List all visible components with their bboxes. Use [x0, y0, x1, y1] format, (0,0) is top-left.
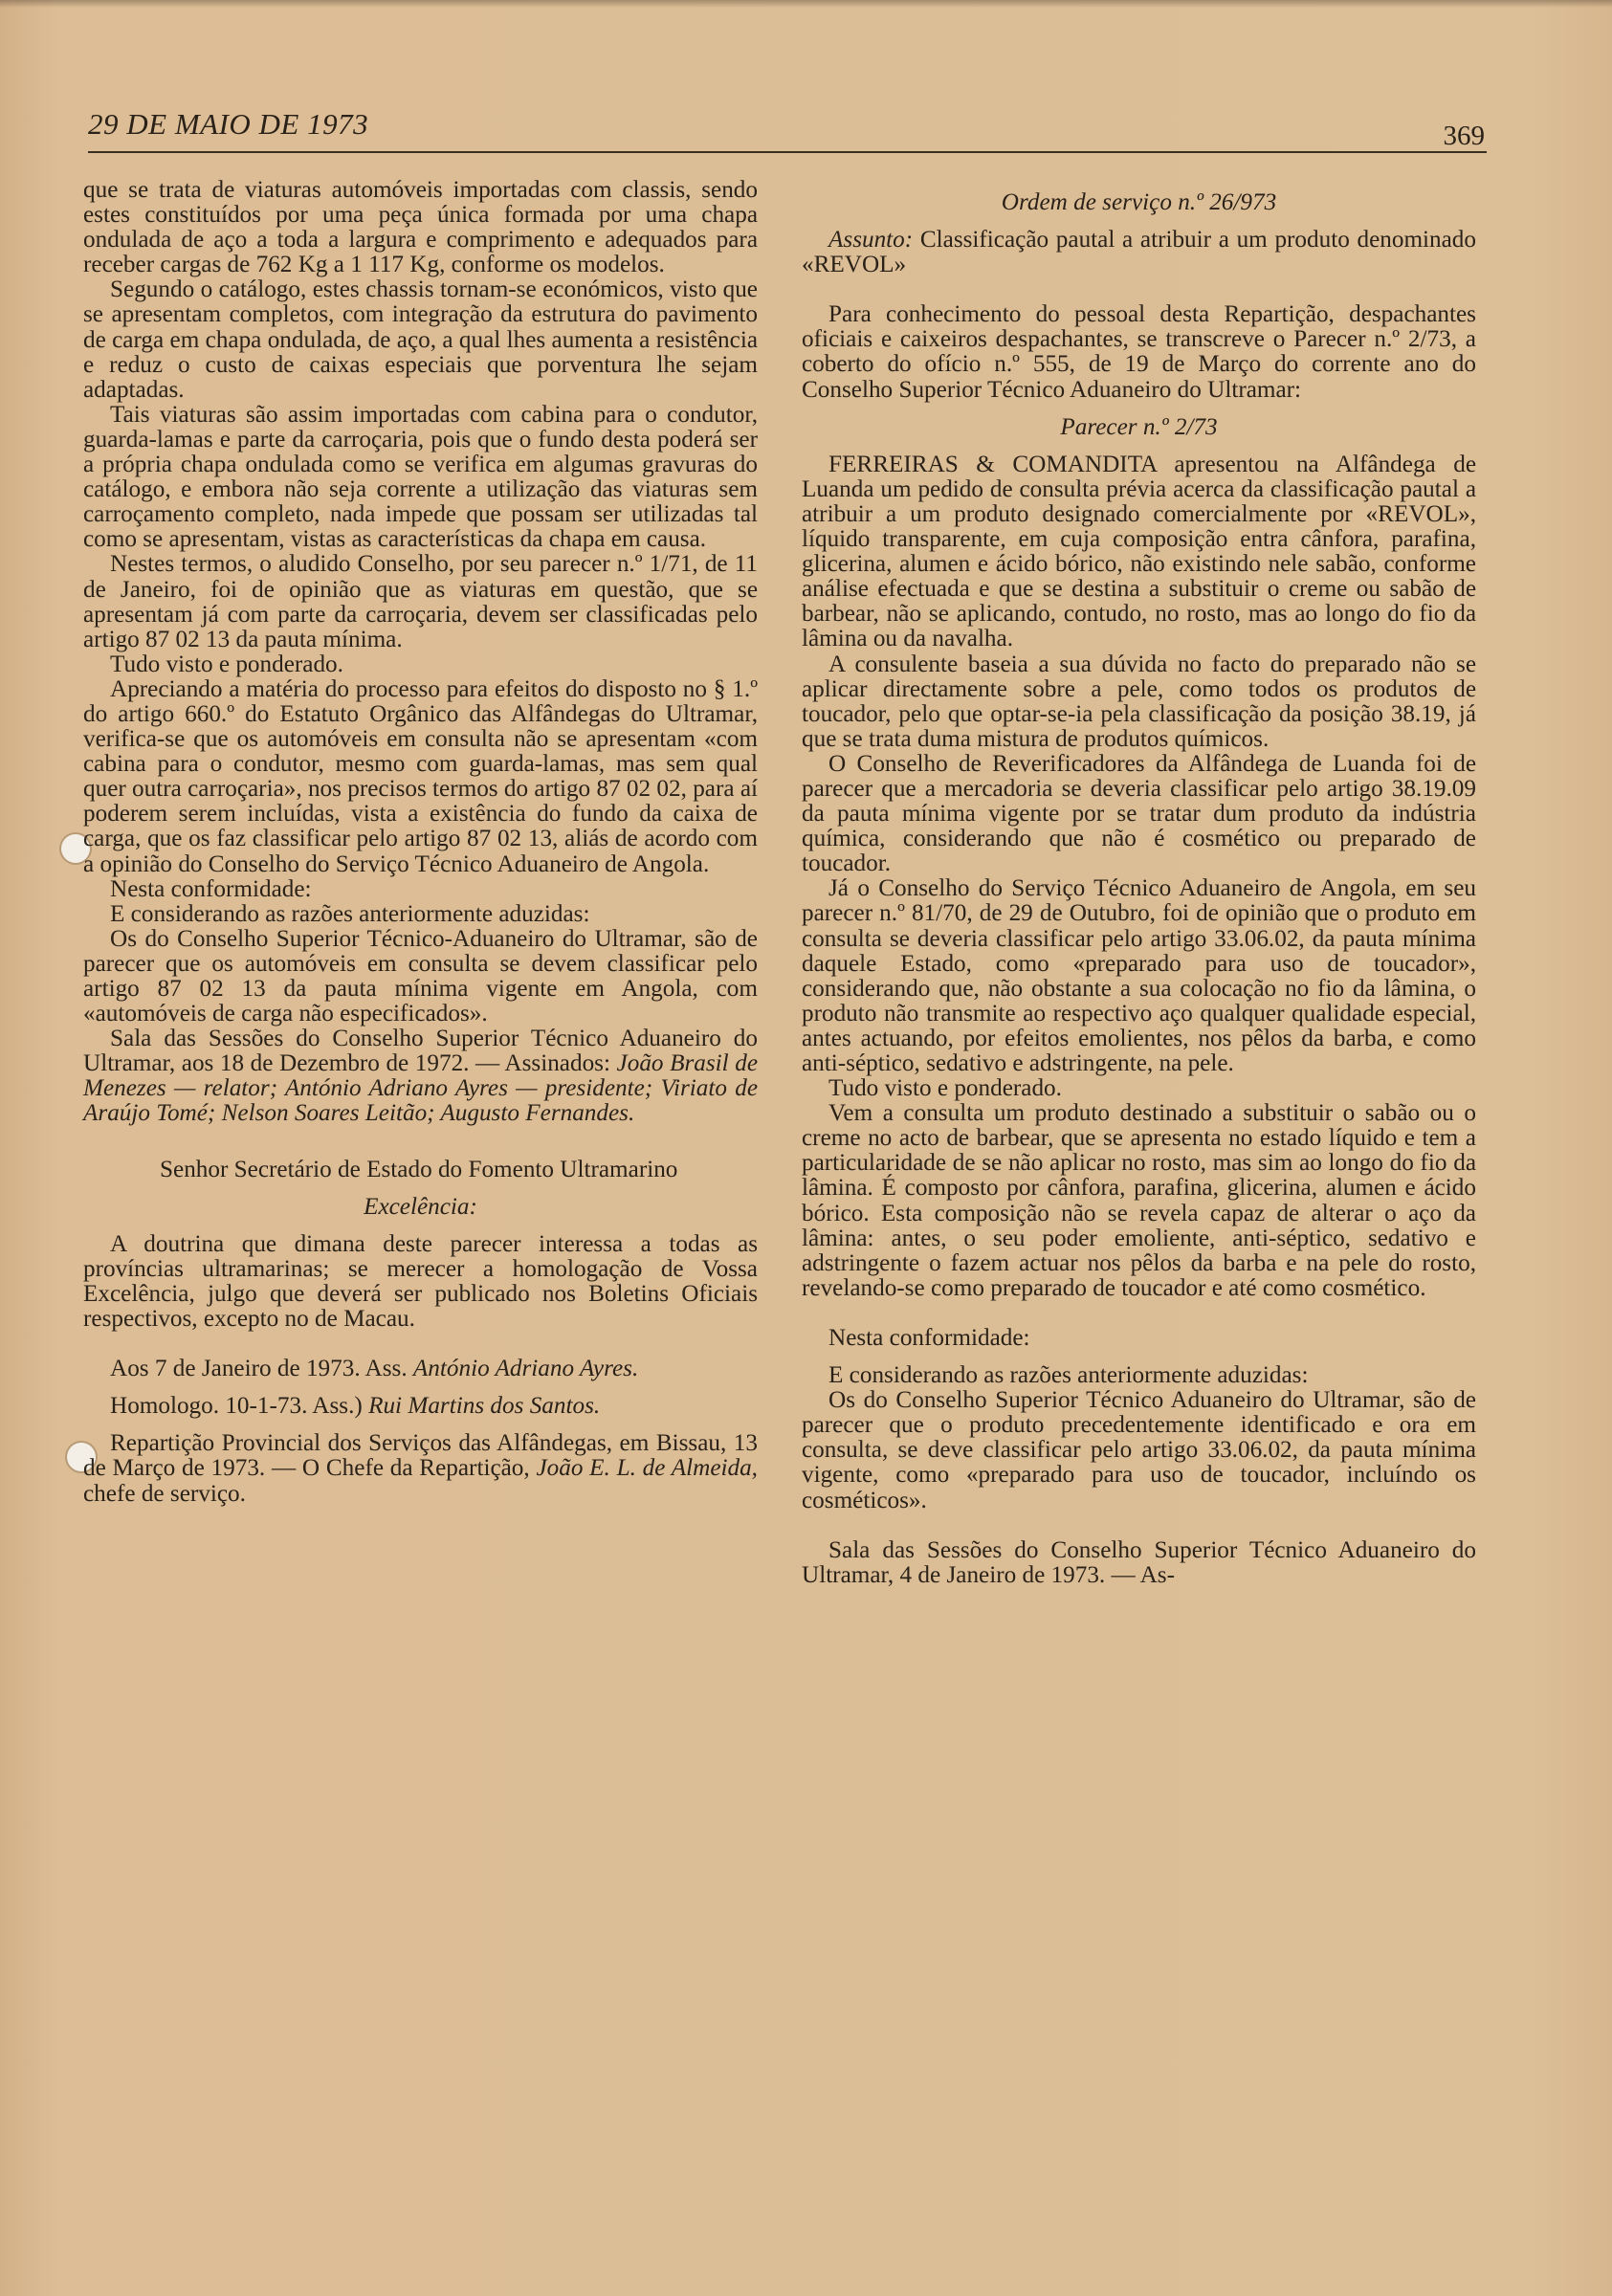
header-date: 29 DE MAIO DE 1973 — [88, 107, 369, 141]
text: Aos 7 de Janeiro de 1973. Ass. — [110, 1356, 408, 1382]
paragraph: que se trata de viaturas automóveis importadas com classis, sendo estes constituídos por uma peça única formada por uma chapa ondulada de aço a toda a largura e comprimento e adequados para receber cargas de 762 Kg a 1 117 Kg, conforme os modelos. — [83, 177, 758, 278]
text: Homologo. 10-1-73. Ass.) — [110, 1393, 363, 1420]
paragraph: Os do Conselho Superior Técnico Aduaneiro do Ultramar, são de parecer que o produto precedentemente identificado e ora em consulta, se deve classificar pelo artigo 33.06.02, da pauta mínima vigente, como «preparado para uso de toucador, incluíndo os cosméticos». — [802, 1387, 1476, 1513]
paragraph: Já o Conselho do Serviço Técnico Aduaneiro de Angola, em seu parecer n.º 81/70, de 29 de Outubro, foi de opinião que o produto em consulta se deveria classificar pelo artigo 33.06.02, da pauta mínima daquele Estado, como «preparado para uso de toucador», considerando que, não obstante a sua colocação no fio da lâmina, o produto não transmite ao respectivo aço qualquer qualidade especial, antes actuando, por efeitos emolientes, nos pêlos da barba, e como anti-séptico, sedativo e adstringente, na pele. — [802, 875, 1476, 1076]
right-column — [802, 178, 1476, 1588]
paragraph: Segundo o catálogo, estes chassis tornam-se económicos, visto que se apresentam completos, com integração da estrutura do pavimento de carga em chapa ondulada, de aço, a qual lhes aumenta a resistência e reduz o custo de caixas especiais que porventura lhe sejam adaptadas. — [83, 276, 758, 403]
order-title: Ordem de serviço n.º 26/973 — [1001, 189, 1277, 215]
header-rule — [88, 151, 1487, 153]
salutation: Senhor Secretário de Estado do Fomento Ultramarino — [160, 1156, 678, 1182]
text: Sala das Sessões do Conselho Superior Técnico Aduaneiro do Ultramar, aos 18 de Dezembro de 1972. — Assinados: — [83, 1026, 758, 1077]
signature: António Adriano Ayres. — [412, 1356, 639, 1382]
paragraph: Tudo visto e ponderado. — [828, 1075, 1062, 1102]
assunto-label: Assunto: — [828, 227, 914, 254]
paragraph: E considerando as razões anteriormente aduzidas: — [110, 900, 590, 927]
paragraph: E considerando as razões anteriormente aduzidas: — [828, 1362, 1309, 1389]
paragraph — [83, 1431, 758, 1506]
paragraph: Os do Conselho Superior Técnico-Aduaneiro do Ultramar, são de parecer que os automóveis em consulta se devem classificar pelo artigo 87 02 13 da pauta mínima vigente em Angola, com «automóveis de carga não especificados». — [83, 925, 758, 1027]
paragraph: O Conselho de Reverificadores da Alfândega de Luanda foi de parecer que a mercadoria se deveria classificar pelo artigo 38.19.09 da pauta mínima vigente por se tratar dum produto da indústria química, considerando que não é cosmético ou preparado de toucador. — [802, 750, 1476, 877]
page-header — [88, 107, 1485, 155]
text: chefe de serviço. — [83, 1480, 246, 1507]
paragraph: FERREIRAS & COMANDITA apresentou na Alfândega de Luanda um pedido de consulta prévia acerca da classificação pautal a atribuir a um produto designado comercialmente por «REVOL», líquido transparente, em cuja composição entra cânfora, parafina, glicerina, alumen e ácido bórico, não existindo nele sabão, conforme análise efectuada e que se destina a substituir o creme ou sabão de barbear, não se aplicando, contudo, no rosto, mas ao longo do fio da lâmina ou da navalha. — [802, 451, 1476, 652]
paragraph: Tudo visto e ponderado. — [110, 651, 343, 677]
paragraph: A consulente baseia a sua dúvida no facto do preparado não se aplicar directamente sobre a pele, como todos os produtos de toucador, pelo que optar-se-ia pela classificação da posição 38.19, já que se trata duma mistura de produtos químicos. — [802, 651, 1476, 752]
paragraph: Apreciando a matéria do processo para efeitos do disposto no § 1.º do artigo 660.º do Estatuto Orgânico das Alfândegas do Ultramar, verifica-se que os automóveis em consulta não se apresentam «com cabina para o condutor, mesmo com guarda-lamas, mas sem qual quer outra carroçaria», nos precisos termos do artigo 87 02 02, para aí poderem serem incluídas, vista a existência do fundo da caixa de carga, que os faz classificar pelo artigo 87 02 13, aliás de acordo com a opinião do Conselho do Serviço Técnico Aduaneiro de Angola. — [83, 675, 759, 877]
page-top-shadow — [0, 0, 1612, 8]
parecer-title: Parecer n.º 2/73 — [1060, 413, 1218, 440]
left-column — [83, 178, 758, 1507]
page-number: 369 — [1443, 121, 1485, 151]
signatures: João Brasil de Menezes — relator; António Adriano Ayres — presidente; Viriato de Araújo Tomé; Nelson Soares Leitão; Augusto Fernandes. — [83, 1050, 758, 1127]
signature: João E. L. de Almeida, — [536, 1455, 758, 1482]
paragraph — [83, 1232, 758, 1332]
paragraph: Para conhecimento do pessoal desta Repartição, despachantes oficiais e caixeiros despachantes, se transcreve o Parecer n.º 2/73, a coberto do ofício n.º 555, de 19 de Março do corrente ano do Conselho Superior Técnico Aduaneiro do Ultramar: — [802, 301, 1476, 403]
assunto-text: Classificação pautal a atribuir a um produto denominado «REVOL» — [802, 227, 1476, 278]
paragraph: Tais viaturas são assim importadas com cabina para o condutor, guarda-lamas e parte da carroçaria, pois que o fundo desta poderá ser a própria chapa ondulada como se verifica em algumas gravuras do catálogo, e embora não seja corrente a utilização das viaturas sem carroçamento completo, nada impede que possam ser utilizadas tal como se apresentam, vistas as características da chapa em causa. — [83, 401, 758, 553]
paragraph — [83, 1357, 758, 1381]
signature: Rui Martins dos Santos. — [368, 1393, 601, 1420]
paragraph — [83, 1027, 758, 1126]
assunto — [802, 228, 1476, 277]
text: Repartição Provincial dos Serviços das Alfândegas, em Bissau, 13 de Março de 1973. — O Chefe da Repartição, — [83, 1430, 758, 1482]
paragraph: Nestes termos, o aludido Conselho, por seu parecer n.º 1/71, de 11 de Janeiro, foi de opinião que as viaturas em questão, que se apresentam já com parte da carroçaria, devem ser classificadas pelo artigo 87 02 13 da pauta mínima. — [83, 551, 758, 652]
paragraph: Nesta conformidade: — [110, 875, 312, 902]
paragraph: Nesta conformidade: — [828, 1324, 1030, 1351]
text: A doutrina que dimana deste parecer interessa a todas as províncias ultramarinas; se merecer a homologação de Vossa Excelência, julgo que deverá ser publicado nos Boletins Oficiais respectivos, excepto no de Macau. — [83, 1230, 758, 1333]
paragraph — [83, 1394, 758, 1419]
excelencia: Excelência: — [364, 1193, 477, 1220]
paragraph: Vem a consulta um produto destinado a substituir o sabão ou o creme no acto de barbear, que se apresenta no estado líquido e tem a particularidade de se não aplicar no rosto, mas sim ao longo do fio da lâmina. É composto por cânfora, parafina, glicerina, alumen e ácido bórico. Esta composição não se revela capaz de alterar o aço da lâmina: antes, o seu poder emoliente, anti-séptico, sedativo e adstringente o fazem actuar nos pêlos da barba e na pele do rosto, revelando-se como preparado de toucador e até como cosmético. — [802, 1100, 1476, 1301]
paragraph: Sala das Sessões do Conselho Superior Técnico Aduaneiro do Ultramar, 4 de Janeiro de 1973. — As- — [802, 1536, 1476, 1588]
